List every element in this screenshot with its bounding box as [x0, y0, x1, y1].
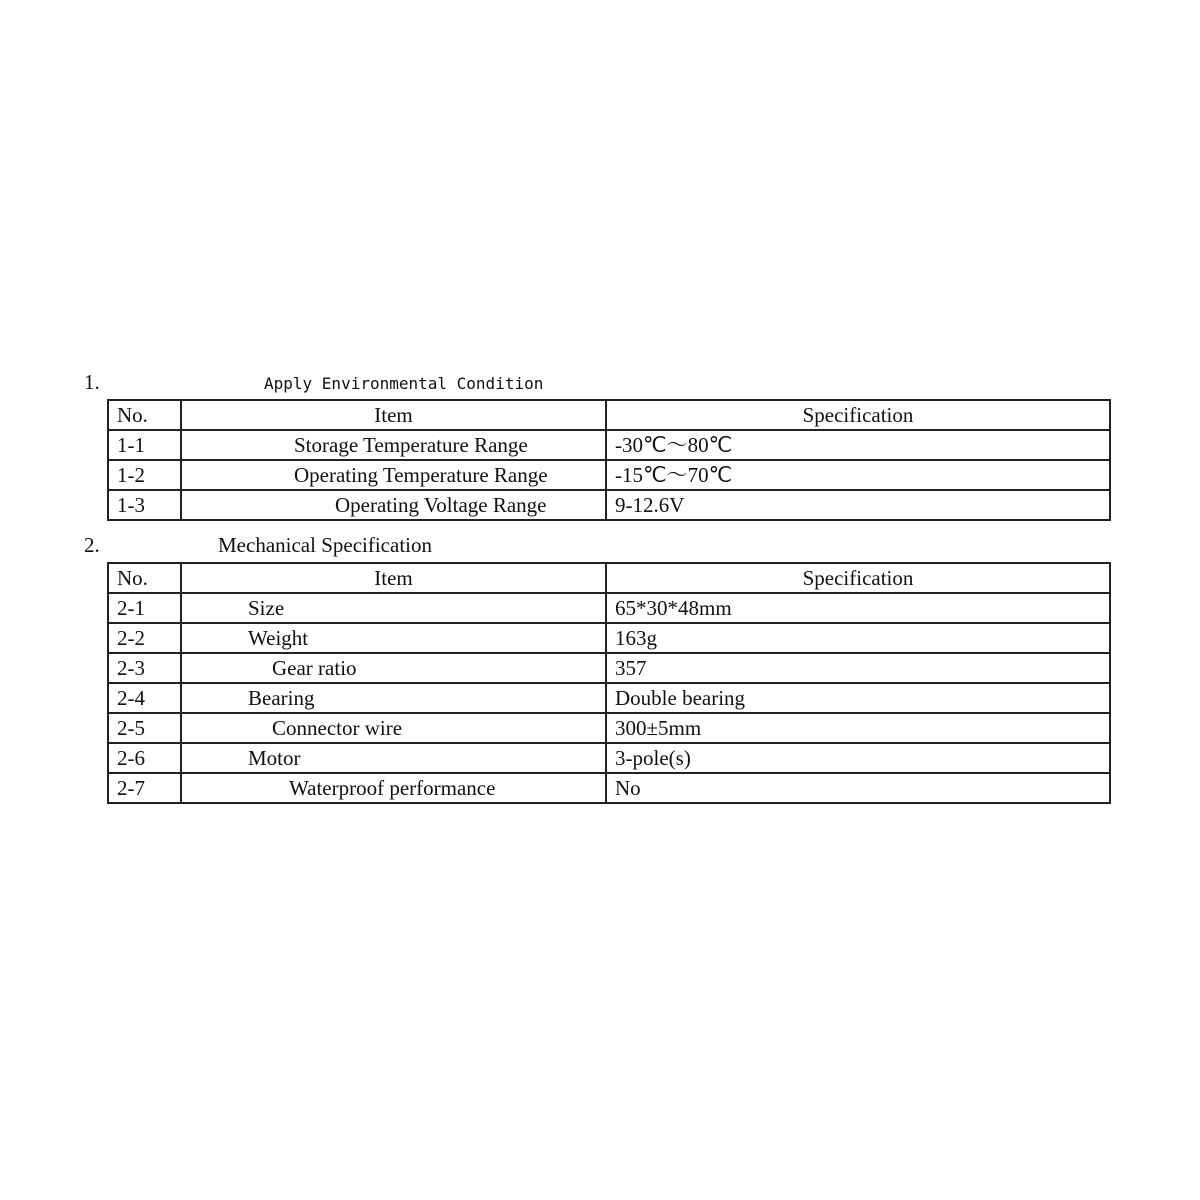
header-specification: Specification [606, 563, 1110, 593]
table-header-row [108, 400, 1110, 430]
row-item: Motor [181, 743, 606, 773]
row-no: 1-2 [108, 460, 181, 490]
table-row [108, 773, 1110, 803]
table-row [108, 593, 1110, 623]
table-row [108, 653, 1110, 683]
mechanical-specification-table [107, 562, 1111, 804]
row-item: Connector wire [181, 713, 606, 743]
table-header-row [108, 563, 1110, 593]
row-spec: -15℃～70℃ [606, 460, 1110, 490]
row-spec: 300±5mm [606, 713, 1110, 743]
row-item: Operating Temperature Range [181, 460, 606, 490]
section-number: 1. [84, 370, 100, 394]
table-row [108, 743, 1110, 773]
row-spec: 65*30*48mm [606, 593, 1110, 623]
section-number: 2. [84, 533, 100, 557]
row-no: 1-3 [108, 490, 181, 520]
row-spec: 163g [606, 623, 1110, 653]
row-spec: 3-pole(s) [606, 743, 1110, 773]
row-no: 2-7 [108, 773, 181, 803]
row-no: 2-1 [108, 593, 181, 623]
row-item: Waterproof performance [181, 773, 606, 803]
header-item: Item [181, 563, 606, 593]
row-no: 2-5 [108, 713, 181, 743]
header-item: Item [181, 400, 606, 430]
table-row [108, 623, 1110, 653]
row-item: Size [181, 593, 606, 623]
row-spec: Double bearing [606, 683, 1110, 713]
row-item: Operating Voltage Range [181, 490, 606, 520]
row-item: Storage Temperature Range [181, 430, 606, 460]
row-item: Weight [181, 623, 606, 653]
table-row [108, 713, 1110, 743]
table-row [108, 460, 1110, 490]
row-item: Gear ratio [181, 653, 606, 683]
section-2-heading [84, 533, 1114, 559]
table-row [108, 683, 1110, 713]
row-spec: No [606, 773, 1110, 803]
environmental-condition-table [107, 399, 1111, 521]
header-no: No. [108, 400, 181, 430]
section-title: Mechanical Specification [218, 533, 432, 557]
header-no: No. [108, 563, 181, 593]
row-spec: 357 [606, 653, 1110, 683]
row-no: 1-1 [108, 430, 181, 460]
table-row [108, 490, 1110, 520]
row-item: Bearing [181, 683, 606, 713]
header-specification: Specification [606, 400, 1110, 430]
section-1-heading [84, 370, 1114, 396]
row-no: 2-3 [108, 653, 181, 683]
row-spec: 9-12.6V [606, 490, 1110, 520]
section-title: Apply Environmental Condition [264, 374, 544, 393]
table-row [108, 430, 1110, 460]
row-no: 2-2 [108, 623, 181, 653]
row-no: 2-4 [108, 683, 181, 713]
row-no: 2-6 [108, 743, 181, 773]
row-spec: -30℃～80℃ [606, 430, 1110, 460]
